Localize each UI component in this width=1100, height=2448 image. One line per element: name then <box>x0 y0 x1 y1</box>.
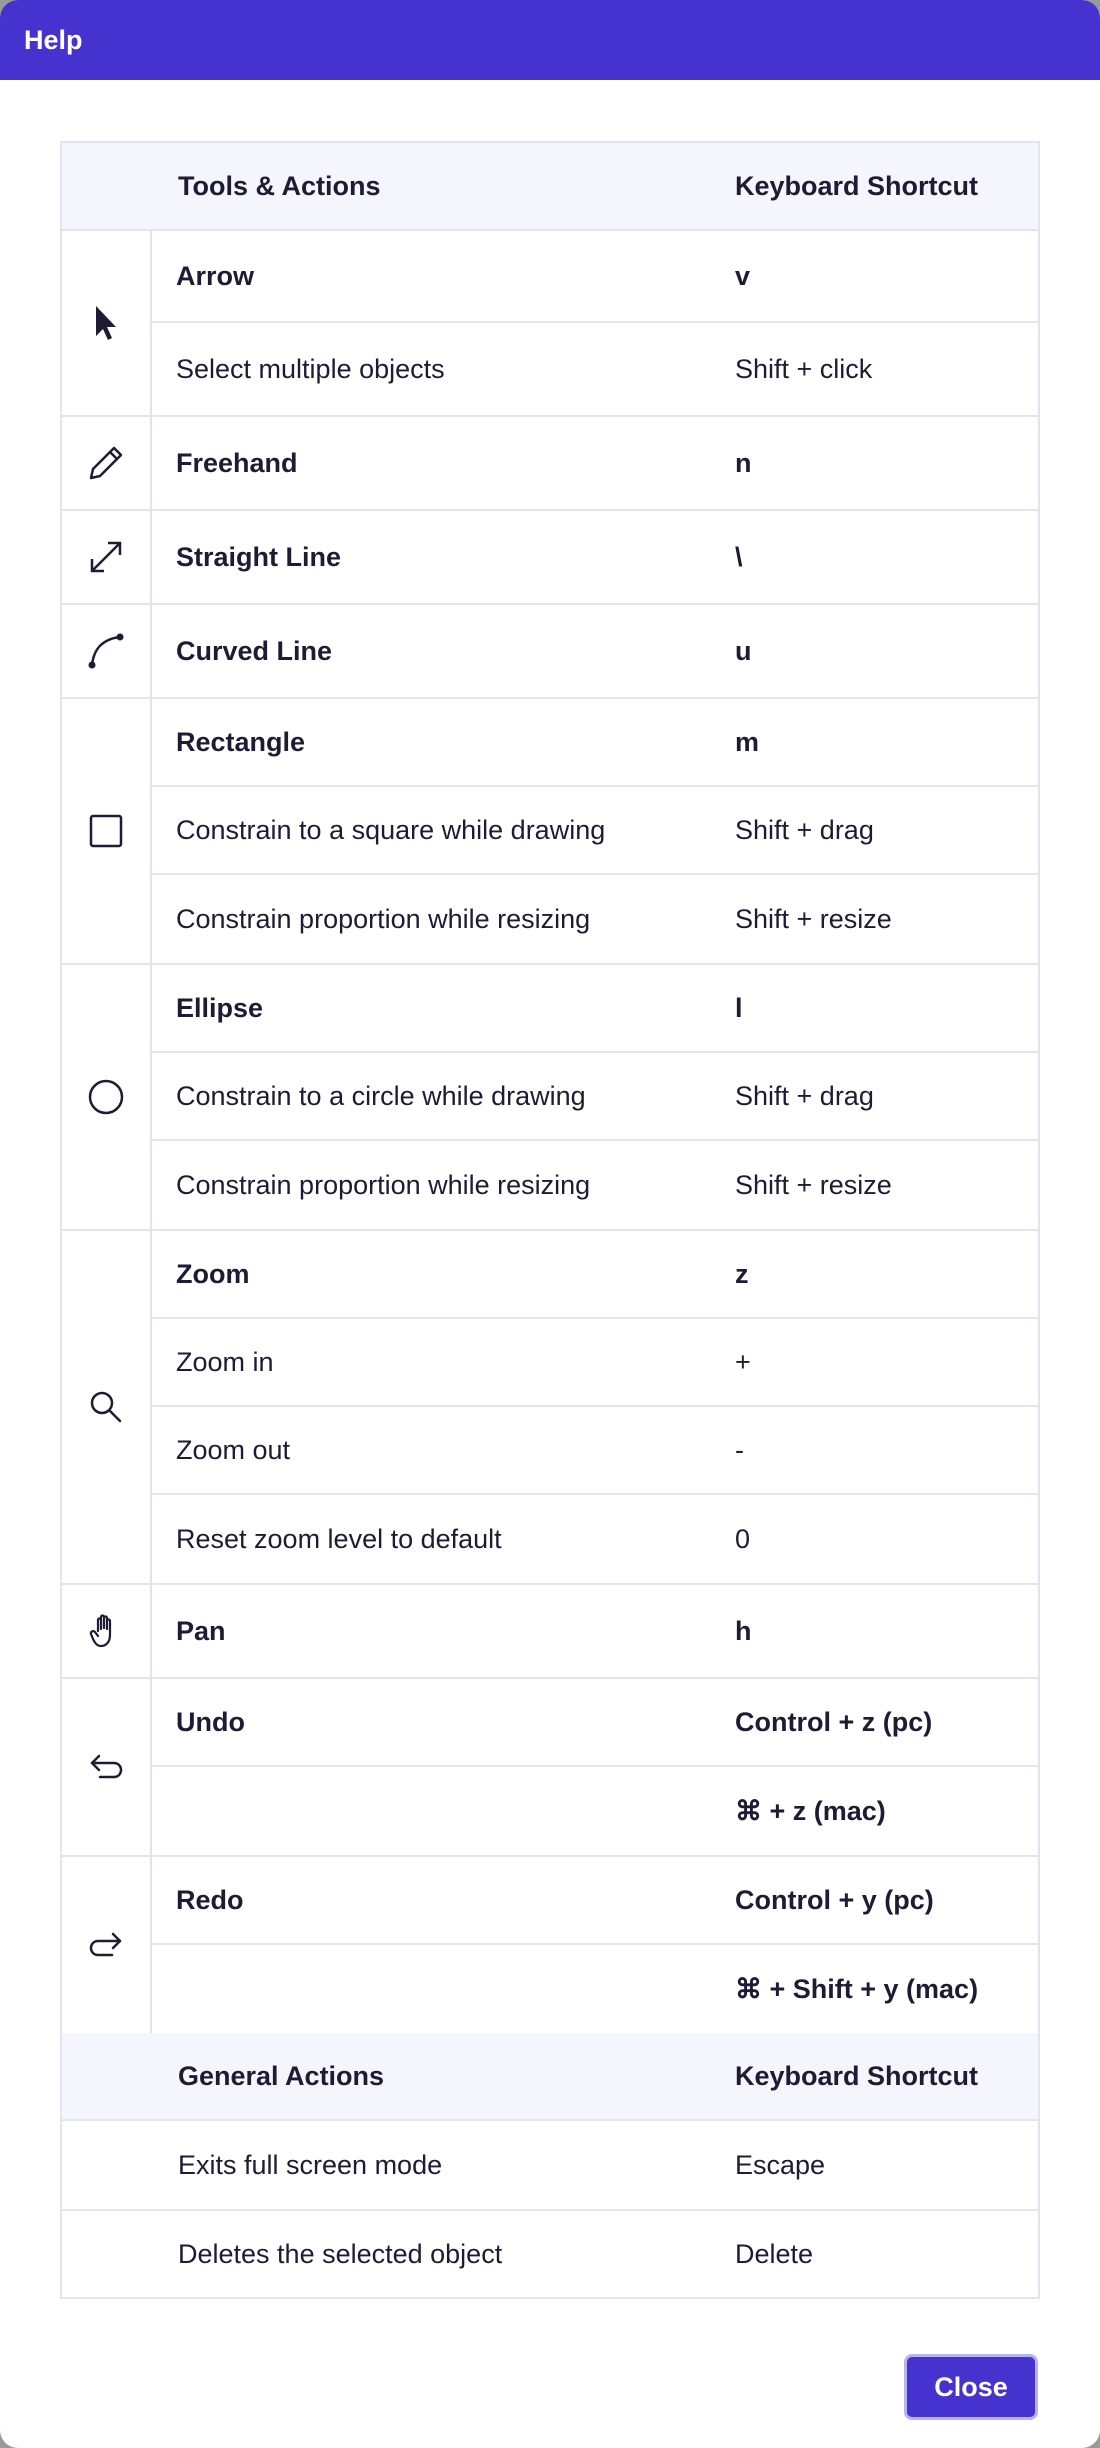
shortcut-label: Escape <box>735 2149 826 2180</box>
arrow-cursor-icon <box>91 303 121 343</box>
general-header-col1: General Actions <box>178 2060 385 2091</box>
icon-cell <box>62 231 152 415</box>
group-rectangle <box>62 699 1038 965</box>
table-row <box>152 699 1038 787</box>
shortcut-label: ⌘ + Shift + y (mac) <box>735 1973 979 2004</box>
action-label: Exits full screen mode <box>178 2149 443 2180</box>
group-undo <box>62 1679 1038 1857</box>
tools-header-row <box>62 143 1038 231</box>
table-row <box>152 605 1038 697</box>
shortcut-label: ⌘ + z (mac) <box>735 1795 886 1826</box>
group-zoom <box>62 1231 1038 1585</box>
shortcut-label: Control + z (pc) <box>735 1706 933 1737</box>
group-pan <box>62 1585 1038 1679</box>
zoom-icon <box>86 1387 126 1427</box>
table-row <box>62 2121 1038 2209</box>
action-label: Pan <box>176 1615 226 1646</box>
icon-cell <box>62 511 152 603</box>
table-row <box>152 1053 1038 1141</box>
action-label: Deletes the selected object <box>178 2238 503 2269</box>
table-row <box>152 417 1038 509</box>
table-row <box>152 875 1038 963</box>
icon-cell <box>62 1585 152 1677</box>
action-label: Reset zoom level to default <box>176 1523 502 1554</box>
dialog-title: Help <box>0 0 1100 80</box>
table-row <box>152 1495 1038 1583</box>
shortcut-label: l <box>735 992 743 1023</box>
action-label: Constrain to a circle while drawing <box>176 1080 586 1111</box>
table-row <box>152 323 1038 415</box>
table-row <box>152 1231 1038 1319</box>
group-freehand <box>62 417 1038 511</box>
action-label: Zoom <box>176 1258 250 1289</box>
curved-line-icon <box>86 631 126 671</box>
group-curved-line <box>62 605 1038 699</box>
icon-cell <box>62 1857 152 2033</box>
action-label: Zoom out <box>176 1434 291 1465</box>
shortcut-label: - <box>735 1434 744 1465</box>
shortcut-label: v <box>735 260 751 291</box>
shortcuts-table <box>60 141 1040 2299</box>
action-label: Redo <box>176 1884 244 1915</box>
action-label: Select multiple objects <box>176 353 445 384</box>
table-row <box>152 965 1038 1053</box>
pencil-icon <box>86 443 126 483</box>
shortcut-label: Shift + drag <box>735 1080 874 1111</box>
action-label: Ellipse <box>176 992 264 1023</box>
redo-icon <box>86 1925 126 1965</box>
action-label: Constrain proportion while resizing <box>176 1169 591 1200</box>
tools-header-col2: Keyboard Shortcut <box>735 170 979 201</box>
group-straight-line <box>62 511 1038 605</box>
action-label: Constrain proportion while resizing <box>176 903 591 934</box>
shortcut-label: n <box>735 447 752 478</box>
general-header-col2: Keyboard Shortcut <box>735 2060 979 2091</box>
group-arrow <box>62 231 1038 417</box>
table-row <box>152 231 1038 323</box>
close-button[interactable]: Close <box>904 2354 1038 2420</box>
shortcut-label: h <box>735 1615 752 1646</box>
icon-cell <box>62 605 152 697</box>
shortcut-label: Shift + click <box>735 353 873 384</box>
icon-cell <box>62 699 152 963</box>
ellipse-icon <box>86 1077 126 1117</box>
action-label: Curved Line <box>176 635 333 666</box>
general-header-row <box>62 2033 1038 2121</box>
shortcut-label: Shift + drag <box>735 814 874 845</box>
rectangle-icon <box>86 811 126 851</box>
action-label: Rectangle <box>176 726 306 757</box>
tools-header-col1: Tools & Actions <box>178 170 381 201</box>
shortcut-label: Shift + resize <box>735 903 892 934</box>
hand-icon <box>86 1611 126 1651</box>
icon-cell <box>62 417 152 509</box>
table-row <box>152 1857 1038 1945</box>
table-row <box>152 1141 1038 1229</box>
table-row <box>62 2209 1038 2297</box>
straight-line-icon <box>86 537 126 577</box>
icon-cell <box>62 1679 152 1855</box>
table-row <box>152 1767 1038 1855</box>
action-label: Straight Line <box>176 541 342 572</box>
group-redo <box>62 1857 1038 2033</box>
action-label: Freehand <box>176 447 298 478</box>
table-row <box>152 511 1038 603</box>
group-ellipse <box>62 965 1038 1231</box>
shortcut-label: m <box>735 726 760 757</box>
table-row <box>152 1679 1038 1767</box>
shortcut-label: 0 <box>735 1523 751 1554</box>
action-label: Arrow <box>176 260 255 291</box>
shortcut-label: \ <box>735 541 743 572</box>
table-row <box>152 1585 1038 1677</box>
shortcut-label: z <box>735 1258 749 1289</box>
table-row <box>152 1945 1038 2033</box>
action-label: Constrain to a square while drawing <box>176 814 606 845</box>
shortcut-label: Shift + resize <box>735 1169 892 1200</box>
action-label: Zoom in <box>176 1346 274 1377</box>
table-row <box>152 1407 1038 1495</box>
shortcut-label: Control + y (pc) <box>735 1884 934 1915</box>
shortcut-label: Delete <box>735 2238 814 2269</box>
shortcut-label: + <box>735 1346 751 1377</box>
table-row <box>152 787 1038 875</box>
shortcut-label: u <box>735 635 752 666</box>
icon-cell <box>62 1231 152 1583</box>
table-row <box>152 1319 1038 1407</box>
icon-cell <box>62 965 152 1229</box>
undo-icon <box>86 1747 126 1787</box>
action-label: Undo <box>176 1706 245 1737</box>
